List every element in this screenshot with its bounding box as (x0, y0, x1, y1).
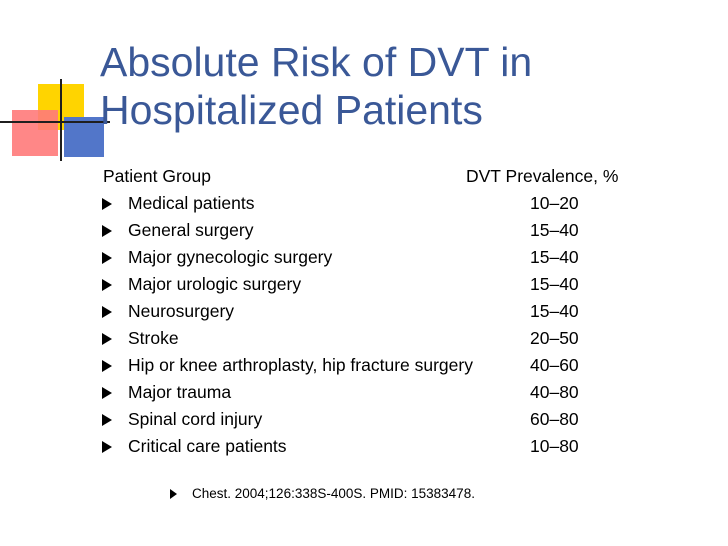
row-value: 20–50 (530, 328, 579, 348)
row-value: 60–80 (530, 409, 579, 429)
row-group: Major gynecologic surgery (128, 247, 333, 267)
table-row (100, 297, 700, 324)
row-group: Major trauma (128, 382, 232, 402)
row-group: Neurosurgery (128, 301, 235, 321)
citation (170, 486, 475, 501)
table-row (100, 216, 700, 243)
row-value: 40–60 (530, 355, 579, 375)
row-value: 15–40 (530, 247, 579, 267)
row-value: 10–20 (530, 193, 579, 213)
bullet-icon (102, 360, 112, 372)
decor-horizontal-line (0, 121, 110, 123)
table-row (100, 324, 700, 351)
bullet-icon (102, 279, 112, 291)
row-group: Hip or knee arthroplasty, hip fracture surgery (128, 355, 473, 375)
table-row (100, 270, 700, 297)
row-group: Stroke (128, 328, 179, 348)
bullet-icon (102, 414, 112, 426)
title-line-1: Absolute Risk of DVT in (100, 39, 533, 85)
row-value: 40–80 (530, 382, 579, 402)
bullet-icon (102, 333, 112, 345)
decor-vertical-line (60, 79, 62, 161)
row-value: 15–40 (530, 220, 579, 240)
table-row (100, 378, 700, 405)
decor-red-square (12, 110, 58, 156)
header-dvt-prevalence: DVT Prevalence, % (466, 166, 619, 186)
table-row (100, 243, 700, 270)
header-patient-group: Patient Group (103, 166, 211, 186)
row-value: 15–40 (530, 274, 579, 294)
bullet-icon (102, 225, 112, 237)
table-row (100, 432, 700, 459)
citation-text: Chest. 2004;126:338S-400S. PMID: 15383478. (192, 486, 475, 501)
bullet-icon (102, 198, 112, 210)
row-value: 15–40 (530, 301, 579, 321)
table-row (100, 405, 700, 432)
bullet-icon (170, 489, 177, 499)
row-group: Major urologic surgery (128, 274, 302, 294)
bullet-icon (102, 387, 112, 399)
table-header-row (100, 162, 700, 189)
row-value: 10–80 (530, 436, 579, 456)
table-row (100, 189, 700, 216)
title-line-2: Hospitalized Patients (100, 87, 483, 133)
decor-blue-square (64, 117, 104, 157)
row-group: Spinal cord injury (128, 409, 263, 429)
risk-table (100, 162, 700, 459)
table-row (100, 351, 700, 378)
row-group: Critical care patients (128, 436, 287, 456)
row-group: Medical patients (128, 193, 255, 213)
bullet-icon (102, 441, 112, 453)
bullet-icon (102, 252, 112, 264)
bullet-icon (102, 306, 112, 318)
row-group: General surgery (128, 220, 254, 240)
slide-title (100, 38, 700, 134)
